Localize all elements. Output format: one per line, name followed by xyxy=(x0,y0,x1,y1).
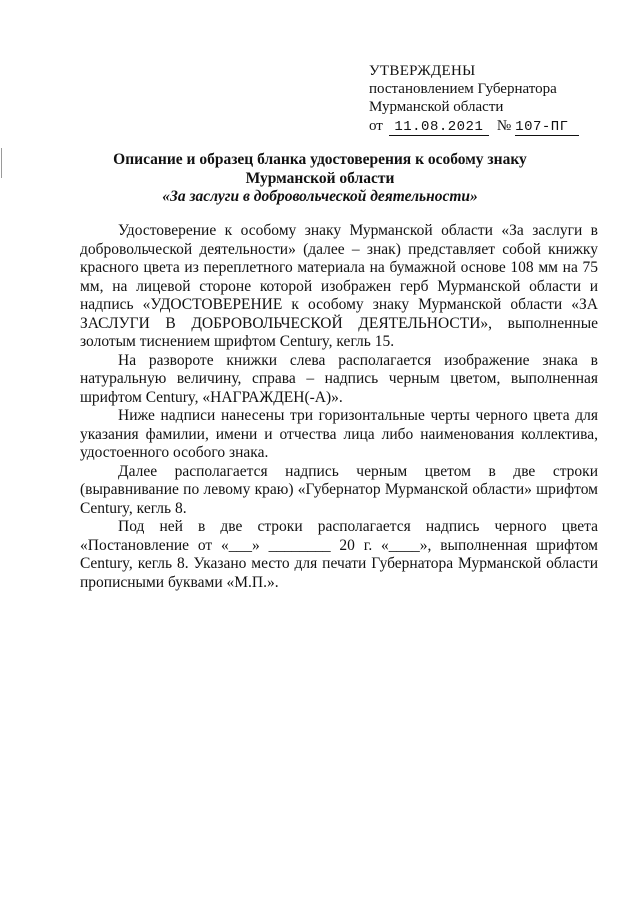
paragraph-1: Удостоверение к особому знаку Мурманской области «За заслуги в добровольческой деятельности» (далее – знак) представляет собой книжку красного цвета из переплетного материала на бумажной основе 108 мм на 75 мм, на лицевой стороне которой изображен герб Мурманской области и надпись «УДОСТОВЕРЕНИЕ к особому знаку Мурманской области «ЗА ЗАСЛУГИ В ДОБРОВОЛЬЧЕСКОЙ ДЕЯТЕЛЬНОСТИ», выполненные золотым тиснением шрифтом Century, кегль 15. xyxy=(80,222,598,350)
scan-edge-mark xyxy=(1,148,2,178)
title-line-1: Описание и образец бланка удостоверения к особому знаку xyxy=(113,151,527,168)
document-title xyxy=(100,151,540,207)
title-line-3: «За заслуги в добровольческой деятельности» xyxy=(162,188,478,205)
paragraph-3: Ниже надписи нанесены три горизонтальные черты черного цвета для указания фамилии, имени и отчества лица либо наименования коллектива, удостоенного особого знака. xyxy=(80,407,598,461)
approval-line-2: Мурманской области xyxy=(369,99,504,115)
title-line-2: Мурманской области xyxy=(245,169,395,187)
decree-reference xyxy=(369,117,629,136)
paragraph-5: Под ней в две строки располагается надпись черного цвета «Постановление от «___» ________ 20 г. «____», выполненная шрифтом Century, кегль 8. Указано место для печати Губернатора Мурманской области прописными буквами «М.П.». xyxy=(80,518,598,591)
decree-number: 107-ПГ xyxy=(515,120,579,136)
approval-heading: УТВЕРЖДЕНЫ xyxy=(369,63,476,79)
paragraph-4: Далее располагается надпись черным цветом в две строки (выравнивание по левому краю) «Губернатор Мурманской области» шрифтом Century, кегль 8. xyxy=(80,462,598,517)
decree-prefix: от xyxy=(369,118,383,134)
paragraph-2: На развороте книжки слева располагается изображение знака в натуральную величину, справа – надпись черным цветом, выполненная шрифтом Century, «НАГРАЖДЕН(-А)». xyxy=(80,351,598,406)
approval-line-1: постановлением Губернатора xyxy=(369,81,557,97)
approval-stamp xyxy=(369,62,629,136)
decree-date: 11.08.2021 xyxy=(389,120,489,136)
decree-number-sign: № xyxy=(496,118,512,134)
document-body xyxy=(80,222,598,592)
